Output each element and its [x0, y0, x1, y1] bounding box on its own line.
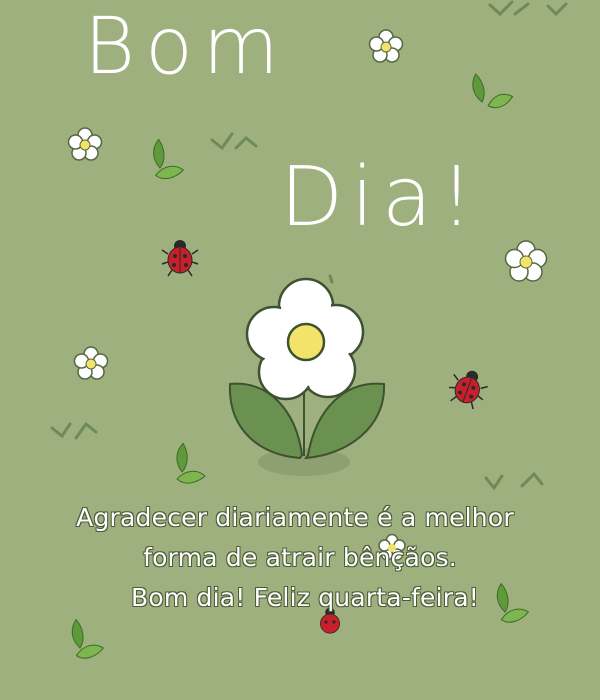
title-dia: Dia! — [280, 150, 482, 245]
small-daisy-icon — [370, 30, 403, 62]
message-line-1: Agradecer diariamente é a melhor — [76, 503, 514, 532]
greeting-message — [0, 498, 600, 618]
small-daisy-icon — [75, 347, 108, 379]
small-daisy-icon — [69, 128, 102, 160]
title-bom: Bom — [84, 2, 289, 92]
leaf-icon — [468, 64, 515, 114]
small-daisy-icon — [506, 241, 547, 281]
message-line-2: forma de atrair bênçãos. — [143, 543, 457, 572]
ladybug-icon — [445, 365, 491, 411]
leaf-icon — [171, 441, 206, 486]
ladybug-icon — [162, 240, 198, 276]
big-flower-icon — [230, 279, 384, 476]
leaf-icon — [147, 135, 184, 181]
message-line-3: Bom dia! Feliz quarta-feira! — [130, 583, 479, 612]
leaf-icon — [65, 614, 105, 661]
